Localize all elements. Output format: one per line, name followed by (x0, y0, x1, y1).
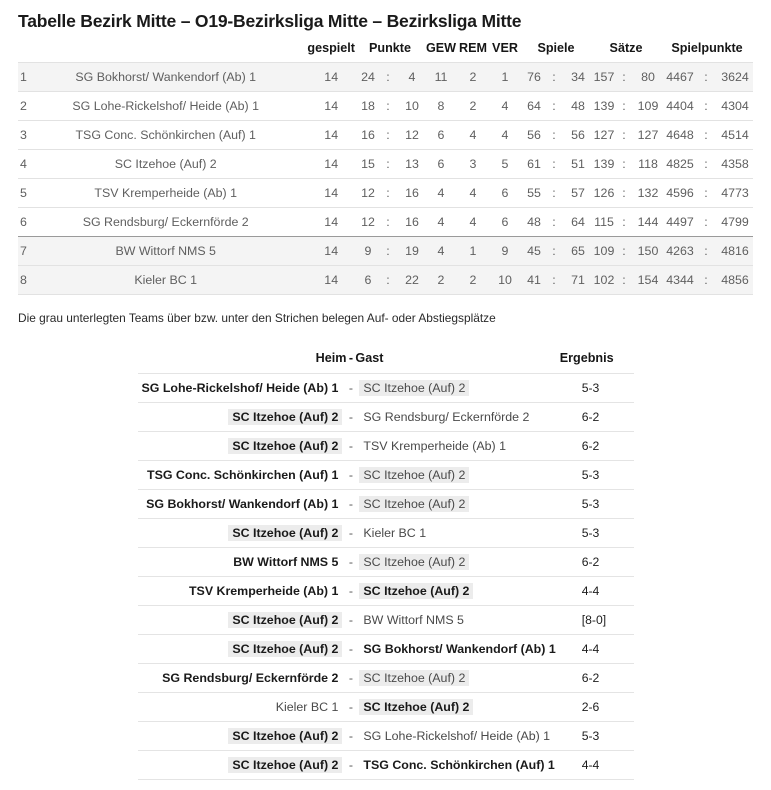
cell-spiele-separator: : (547, 237, 561, 266)
match-result: [8-0] (560, 606, 634, 635)
matches-col-gast: Gast (355, 351, 384, 365)
cell-rem: 4 (457, 121, 489, 150)
match-separator: - (346, 432, 355, 461)
cell-spiele_plus: 55 (521, 179, 547, 208)
standings-col-saetze: Sätze (609, 41, 643, 55)
match-away-cell (355, 548, 559, 577)
cell-punkte-separator: : (381, 150, 395, 179)
cell-spiele_minus: 64 (561, 208, 591, 237)
cell-rem: 1 (457, 237, 489, 266)
match-result: 5-3 (560, 722, 634, 751)
match-row (138, 577, 634, 606)
match-home-team[interactable]: SC Itzehoe (Auf) 2 (228, 525, 342, 541)
match-home-cell (138, 577, 347, 606)
cell-punkte_minus: 12 (395, 121, 425, 150)
cell-spielpunkte-separator: : (699, 208, 713, 237)
cell-gew: 6 (425, 150, 457, 179)
cell-rank: 6 (18, 208, 34, 237)
standings-col-rem: REM (459, 41, 487, 55)
cell-spielpunkte_plus: 4648 (661, 121, 699, 150)
match-away-cell (355, 635, 559, 664)
cell-spiele_plus: 48 (521, 208, 547, 237)
cell-spielpunkte_minus: 4856 (713, 266, 753, 295)
cell-saetze-separator: : (617, 63, 631, 92)
cell-saetze-separator: : (617, 237, 631, 266)
match-home-team[interactable]: SC Itzehoe (Auf) 2 (228, 438, 342, 454)
match-row (138, 490, 634, 519)
match-separator: - (346, 693, 355, 722)
cell-spielpunkte_plus: 4404 (661, 92, 699, 121)
match-away-cell (355, 519, 559, 548)
match-away-team[interactable]: TSG Conc. Schönkirchen (Auf) 1 (363, 758, 555, 772)
match-home-team[interactable]: TSV Kremperheide (Ab) 1 (188, 584, 339, 598)
cell-punkte_plus: 18 (355, 92, 381, 121)
cell-punkte-separator: : (381, 179, 395, 208)
match-away-team[interactable]: SC Itzehoe (Auf) 2 (359, 583, 473, 599)
cell-punkte-separator: : (381, 63, 395, 92)
match-home-cell (138, 432, 347, 461)
match-home-team[interactable]: SG Rendsburg/ Eckernförde 2 (162, 671, 339, 685)
standings-row (18, 150, 753, 179)
match-result: 2-6 (560, 693, 634, 722)
standings-header (18, 41, 753, 63)
cell-gew: 4 (425, 237, 457, 266)
cell-spiele-separator: : (547, 121, 561, 150)
cell-spiele-separator: : (547, 179, 561, 208)
standings-header-row (18, 41, 753, 63)
match-away-team[interactable]: BW Wittorf NMS 5 (363, 613, 464, 627)
cell-spielpunkte-separator: : (699, 150, 713, 179)
cell-saetze_plus: 157 (591, 63, 617, 92)
cell-rem: 2 (457, 92, 489, 121)
match-row (138, 374, 634, 403)
match-separator: - (346, 751, 355, 780)
cell-saetze-separator: : (617, 266, 631, 295)
match-away-cell (355, 403, 559, 432)
cell-spiele-separator: : (547, 150, 561, 179)
match-away-cell (355, 722, 559, 751)
standings-table (18, 41, 753, 295)
match-result: 5-3 (560, 519, 634, 548)
cell-punkte_minus: 13 (395, 150, 425, 179)
match-row (138, 519, 634, 548)
standings-row (18, 266, 753, 295)
cell-team: TSG Conc. Schönkirchen (Auf) 1 (34, 121, 307, 150)
cell-punkte-separator: : (381, 237, 395, 266)
match-away-cell (355, 490, 559, 519)
legend-note: Die grau unterlegten Teams über bzw. unter den Strichen belegen Auf- oder Abstiegsplätze (18, 311, 496, 325)
cell-gespielt: 14 (307, 121, 355, 150)
match-away-cell (355, 693, 559, 722)
cell-saetze-separator: : (617, 208, 631, 237)
standings-row (18, 208, 753, 237)
match-row (138, 606, 634, 635)
cell-team: BW Wittorf NMS 5 (34, 237, 307, 266)
cell-spielpunkte-separator: : (699, 121, 713, 150)
cell-saetze-separator: : (617, 150, 631, 179)
match-home-cell (138, 606, 347, 635)
cell-gew: 6 (425, 121, 457, 150)
cell-rank: 7 (18, 237, 34, 266)
match-result: 4-4 (560, 577, 634, 606)
match-home-team[interactable]: TSG Conc. Schönkirchen (Auf) 1 (147, 468, 339, 482)
match-separator: - (346, 403, 355, 432)
cell-ver: 5 (489, 150, 521, 179)
cell-spielpunkte_plus: 4497 (661, 208, 699, 237)
match-home-cell (138, 722, 347, 751)
match-away-cell (355, 577, 559, 606)
cell-ver: 6 (489, 179, 521, 208)
cell-ver: 4 (489, 121, 521, 150)
match-home-team[interactable]: SC Itzehoe (Auf) 2 (228, 612, 342, 628)
cell-rem: 2 (457, 266, 489, 295)
cell-saetze_minus: 144 (631, 208, 661, 237)
standings-col-gew: GEW (425, 41, 457, 55)
cell-saetze-separator: : (617, 179, 631, 208)
match-away-cell (355, 374, 559, 403)
standings-row (18, 237, 753, 266)
cell-spiele-separator: : (547, 92, 561, 121)
cell-saetze_plus: 102 (591, 266, 617, 295)
cell-punkte_minus: 19 (395, 237, 425, 266)
matches-col-ergebnis: Ergebnis (559, 351, 614, 365)
match-away-team[interactable]: SC Itzehoe (Auf) 2 (359, 699, 473, 715)
match-home-cell (138, 519, 347, 548)
cell-spielpunkte_minus: 4816 (713, 237, 753, 266)
cell-spielpunkte_minus: 4799 (713, 208, 753, 237)
match-separator: - (346, 635, 355, 664)
cell-gespielt: 14 (307, 63, 355, 92)
cell-punkte_minus: 16 (395, 208, 425, 237)
matches-col-heim: Heim (315, 351, 347, 365)
match-away-team[interactable]: SG Rendsburg/ Eckernförde 2 (363, 410, 530, 424)
match-home-team[interactable]: SG Bokhorst/ Wankendorf (Ab) 1 (146, 497, 339, 511)
match-separator: - (346, 606, 355, 635)
cell-team: Kieler BC 1 (34, 266, 307, 295)
cell-punkte_plus: 6 (355, 266, 381, 295)
cell-spiele_plus: 64 (521, 92, 547, 121)
cell-saetze-separator: : (617, 92, 631, 121)
cell-team: SG Rendsburg/ Eckernförde 2 (34, 208, 307, 237)
page-title: Tabelle Bezirk Mitte – O19-Bezirksliga Mitte – Bezirksliga Mitte (18, 11, 522, 31)
matches-table-container (0, 325, 771, 780)
cell-rank: 3 (18, 121, 34, 150)
cell-saetze_minus: 109 (631, 92, 661, 121)
cell-spielpunkte_minus: 3624 (713, 63, 753, 92)
match-result: 6-2 (560, 664, 634, 693)
cell-punkte-separator: : (381, 208, 395, 237)
match-separator: - (346, 374, 355, 403)
match-home-team[interactable]: SC Itzehoe (Auf) 2 (228, 728, 342, 744)
cell-spiele_minus: 34 (561, 63, 591, 92)
standings-body (18, 63, 753, 295)
cell-ver: 9 (489, 237, 521, 266)
cell-spiele_minus: 51 (561, 150, 591, 179)
matches-header (138, 351, 634, 374)
cell-spielpunkte-separator: : (699, 63, 713, 92)
cell-saetze_minus: 132 (631, 179, 661, 208)
cell-rem: 4 (457, 179, 489, 208)
cell-spiele-separator: : (547, 266, 561, 295)
match-home-cell (138, 403, 347, 432)
match-row (138, 548, 634, 577)
match-separator: - (346, 722, 355, 751)
cell-spiele_plus: 41 (521, 266, 547, 295)
cell-spielpunkte-separator: : (699, 237, 713, 266)
match-home-cell (138, 461, 347, 490)
matches-col-dash: - (348, 351, 354, 365)
match-away-cell (355, 751, 559, 780)
match-result: 4-4 (560, 635, 634, 664)
match-away-cell (355, 432, 559, 461)
cell-spielpunkte-separator: : (699, 266, 713, 295)
cell-saetze_minus: 118 (631, 150, 661, 179)
matches-body (138, 374, 634, 780)
cell-punkte_plus: 16 (355, 121, 381, 150)
cell-team: SG Bokhorst/ Wankendorf (Ab) 1 (34, 63, 307, 92)
match-away-team[interactable]: TSV Kremperheide (Ab) 1 (363, 439, 506, 453)
match-row (138, 722, 634, 751)
cell-spiele_minus: 57 (561, 179, 591, 208)
match-away-team[interactable]: SC Itzehoe (Auf) 2 (359, 670, 469, 686)
match-home-cell (138, 374, 347, 403)
matches-table (138, 351, 634, 780)
match-home-cell (138, 548, 347, 577)
cell-spielpunkte_minus: 4773 (713, 179, 753, 208)
match-away-team[interactable]: SC Itzehoe (Auf) 2 (359, 380, 469, 396)
cell-punkte_plus: 9 (355, 237, 381, 266)
cell-punkte_plus: 24 (355, 63, 381, 92)
cell-saetze_minus: 154 (631, 266, 661, 295)
standings-col-team (18, 41, 307, 63)
match-result: 6-2 (560, 432, 634, 461)
match-home-team[interactable]: SC Itzehoe (Auf) 2 (228, 409, 342, 425)
standings-table-container (0, 32, 771, 295)
cell-ver: 10 (489, 266, 521, 295)
match-away-cell (355, 606, 559, 635)
cell-rem: 2 (457, 63, 489, 92)
cell-punkte_minus: 10 (395, 92, 425, 121)
cell-gespielt: 14 (307, 150, 355, 179)
cell-gespielt: 14 (307, 237, 355, 266)
match-home-cell (138, 664, 347, 693)
cell-ver: 4 (489, 92, 521, 121)
cell-spielpunkte_minus: 4358 (713, 150, 753, 179)
cell-spielpunkte-separator: : (699, 92, 713, 121)
standings-col-punkte: Punkte (369, 41, 411, 55)
match-result: 6-2 (560, 403, 634, 432)
cell-punkte_minus: 4 (395, 63, 425, 92)
cell-rem: 3 (457, 150, 489, 179)
match-home-team[interactable]: SG Lohe-Rickelshof/ Heide (Ab) 1 (141, 381, 339, 395)
cell-rank: 5 (18, 179, 34, 208)
match-row (138, 751, 634, 780)
cell-rank: 4 (18, 150, 34, 179)
cell-spiele_minus: 48 (561, 92, 591, 121)
cell-saetze_plus: 127 (591, 121, 617, 150)
cell-punkte_minus: 22 (395, 266, 425, 295)
match-home-team[interactable]: Kieler BC 1 (275, 700, 339, 714)
match-away-cell (355, 664, 559, 693)
match-result: 4-4 (560, 751, 634, 780)
standings-row (18, 179, 753, 208)
match-away-team[interactable]: Kieler BC 1 (363, 526, 427, 540)
cell-rank: 8 (18, 266, 34, 295)
cell-ver: 1 (489, 63, 521, 92)
standings-row (18, 63, 753, 92)
match-row (138, 635, 634, 664)
match-home-team[interactable]: BW Wittorf NMS 5 (233, 555, 339, 569)
cell-spiele_plus: 76 (521, 63, 547, 92)
cell-gew: 4 (425, 208, 457, 237)
standings-col-ver: VER (492, 41, 518, 55)
cell-spielpunkte_plus: 4467 (661, 63, 699, 92)
match-result: 5-3 (560, 461, 634, 490)
cell-punkte_plus: 12 (355, 179, 381, 208)
match-away-cell (355, 461, 559, 490)
cell-saetze_plus: 126 (591, 179, 617, 208)
cell-spiele_minus: 65 (561, 237, 591, 266)
match-away-team[interactable]: SC Itzehoe (Auf) 2 (359, 467, 469, 483)
standings-col-spiele: Spiele (537, 41, 575, 55)
match-away-team[interactable]: SC Itzehoe (Auf) 2 (359, 554, 469, 570)
cell-punkte-separator: : (381, 121, 395, 150)
cell-spiele-separator: : (547, 208, 561, 237)
cell-spielpunkte_plus: 4344 (661, 266, 699, 295)
cell-spiele_plus: 56 (521, 121, 547, 150)
matches-header-row (138, 351, 634, 374)
standings-row (18, 121, 753, 150)
match-separator: - (346, 664, 355, 693)
cell-gespielt: 14 (307, 266, 355, 295)
cell-punkte_plus: 12 (355, 208, 381, 237)
match-row (138, 432, 634, 461)
cell-saetze_plus: 139 (591, 92, 617, 121)
match-result: 5-3 (560, 490, 634, 519)
cell-gespielt: 14 (307, 179, 355, 208)
cell-gew: 2 (425, 266, 457, 295)
cell-saetze_minus: 80 (631, 63, 661, 92)
cell-gew: 4 (425, 179, 457, 208)
cell-punkte-separator: : (381, 92, 395, 121)
cell-spiele-separator: : (547, 63, 561, 92)
cell-gespielt: 14 (307, 92, 355, 121)
cell-spielpunkte-separator: : (699, 179, 713, 208)
cell-spiele_minus: 71 (561, 266, 591, 295)
cell-saetze_plus: 109 (591, 237, 617, 266)
match-away-team[interactable]: SG Bokhorst/ Wankendorf (Ab) 1 (363, 642, 556, 656)
match-separator: - (346, 519, 355, 548)
cell-team: SG Lohe-Rickelshof/ Heide (Ab) 1 (34, 92, 307, 121)
match-separator: - (346, 490, 355, 519)
cell-spielpunkte_minus: 4514 (713, 121, 753, 150)
cell-rem: 4 (457, 208, 489, 237)
standings-col-spielpunkte: Spielpunkte (671, 41, 743, 55)
cell-spielpunkte_plus: 4596 (661, 179, 699, 208)
match-home-team[interactable]: SC Itzehoe (Auf) 2 (228, 757, 342, 773)
cell-spiele_plus: 45 (521, 237, 547, 266)
match-home-team[interactable]: SC Itzehoe (Auf) 2 (228, 641, 342, 657)
match-separator: - (346, 461, 355, 490)
cell-saetze_plus: 115 (591, 208, 617, 237)
cell-spiele_plus: 61 (521, 150, 547, 179)
cell-spiele_minus: 56 (561, 121, 591, 150)
cell-gew: 11 (425, 63, 457, 92)
cell-spielpunkte_minus: 4304 (713, 92, 753, 121)
match-row (138, 664, 634, 693)
cell-punkte_minus: 16 (395, 179, 425, 208)
cell-gew: 8 (425, 92, 457, 121)
cell-rank: 2 (18, 92, 34, 121)
match-home-cell (138, 751, 347, 780)
cell-team: TSV Kremperheide (Ab) 1 (34, 179, 307, 208)
match-away-team[interactable]: SC Itzehoe (Auf) 2 (359, 496, 469, 512)
cell-saetze-separator: : (617, 121, 631, 150)
standings-row (18, 92, 753, 121)
cell-punkte_plus: 15 (355, 150, 381, 179)
match-separator: - (346, 548, 355, 577)
cell-spielpunkte_plus: 4263 (661, 237, 699, 266)
cell-rank: 1 (18, 63, 34, 92)
cell-team: SC Itzehoe (Auf) 2 (34, 150, 307, 179)
match-home-cell (138, 635, 347, 664)
match-home-cell (138, 490, 347, 519)
match-separator: - (346, 577, 355, 606)
cell-ver: 6 (489, 208, 521, 237)
match-home-cell (138, 693, 347, 722)
cell-saetze_minus: 150 (631, 237, 661, 266)
cell-saetze_plus: 139 (591, 150, 617, 179)
match-row (138, 693, 634, 722)
cell-spielpunkte_plus: 4825 (661, 150, 699, 179)
cell-saetze_minus: 127 (631, 121, 661, 150)
match-row (138, 461, 634, 490)
cell-gespielt: 14 (307, 208, 355, 237)
match-row (138, 403, 634, 432)
cell-punkte-separator: : (381, 266, 395, 295)
standings-col-gespielt: gespielt (307, 41, 355, 55)
match-away-team[interactable]: SG Lohe-Rickelshof/ Heide (Ab) 1 (363, 729, 551, 743)
match-result: 5-3 (560, 374, 634, 403)
match-result: 6-2 (560, 548, 634, 577)
